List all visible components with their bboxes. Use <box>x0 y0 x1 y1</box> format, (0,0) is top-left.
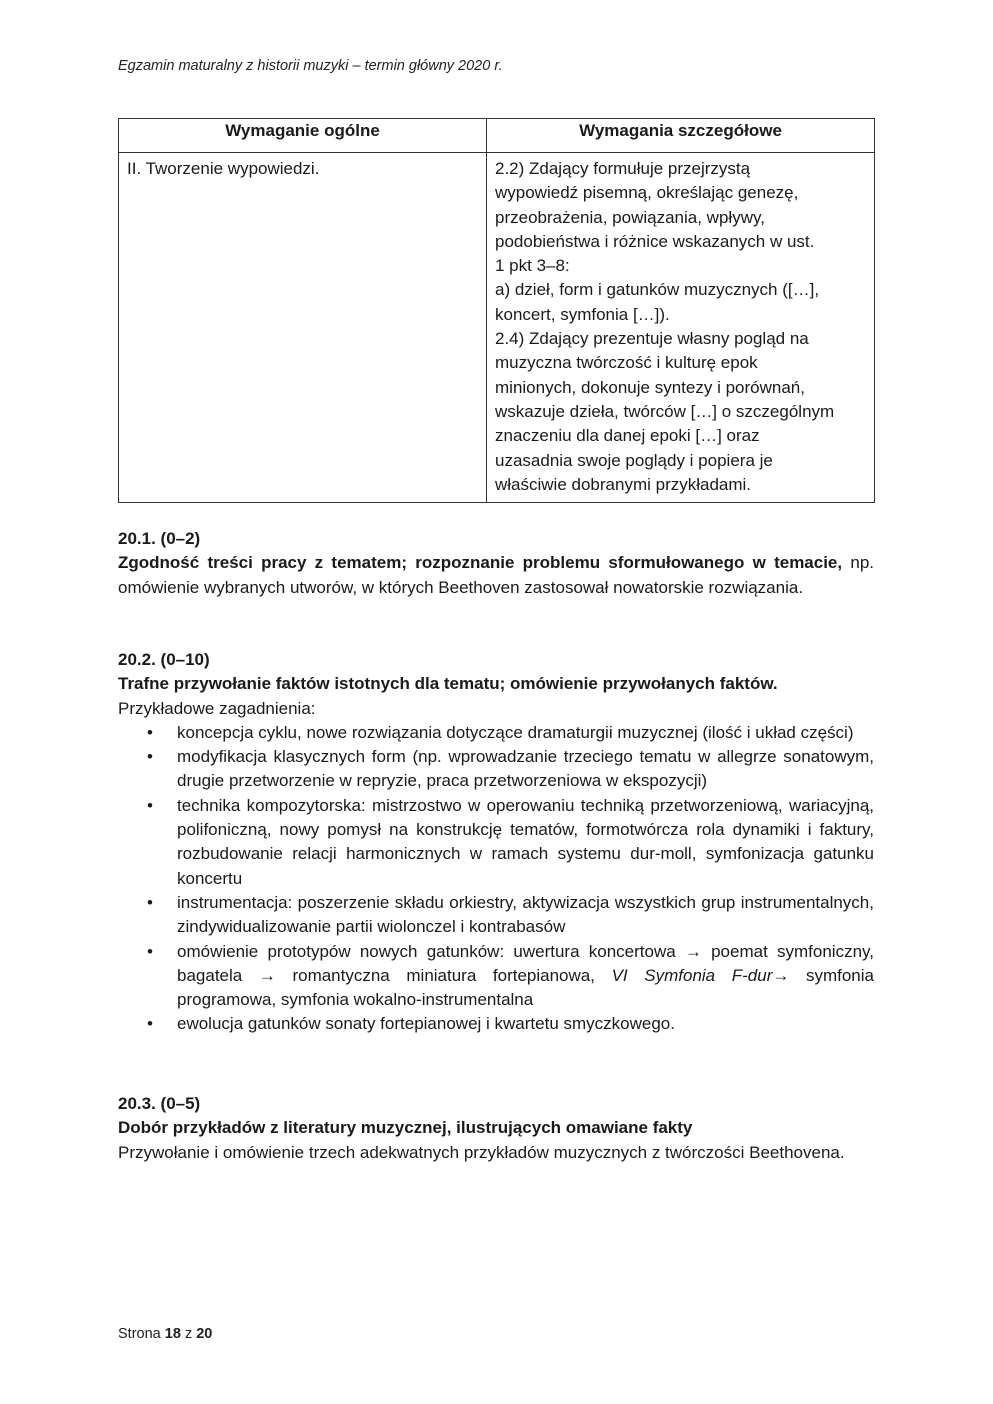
spec-line: wypowiedź pisemną, określając genezę, <box>495 183 799 203</box>
section-title: 20.1. (0–2) <box>118 529 201 548</box>
page-header: Egzamin maturalny z historii muzyki – termin główny 2020 r. <box>118 58 503 74</box>
list-item: • technika kompozytorska: mistrzostwo w operowaniu techniką przetworzeniową, wariacyjną, polifoniczną, nowy pomysł na konstrukcję tematów, formotwórcza rola dynamiki i faktury, rozbudowanie relacji harmonicznych w ramach systemu dur-moll, symfonizacja gatunku koncertu <box>118 794 874 891</box>
spec-line: podobieństwa i różnice wskazanych w ust. <box>495 231 815 251</box>
general-requirement-cell: II. Tworzenie wypowiedzi. <box>119 153 487 503</box>
section-20-2 <box>118 648 874 1037</box>
spec-line: 2.4) Zdający prezentuje własny pogląd na <box>495 329 809 349</box>
spec-line: muzyczna twórczość i kulturę epok <box>495 353 758 373</box>
col-header-general: Wymaganie ogólne <box>119 119 487 153</box>
spec-line: minionych, dokonuje syntezy i porównań, <box>495 377 805 397</box>
footer-separator: z <box>184 1326 193 1342</box>
section-subtitle: Dobór przykładów z literatury muzycznej, ilustrujących omawiane fakty <box>118 1118 693 1138</box>
section-intro: Przykładowe zagadnienia: <box>118 698 316 718</box>
spec-line: a) dzieł, form i gatunków muzycznych ([…], <box>495 280 820 300</box>
list-item: • modyfikacja klasycznych form (np. wprowadzanie trzeciego tematu w allegrze sonatowym, drugie przetworzenie w repryzie, praca przetworzeniowa w ekspozycji) <box>118 745 874 794</box>
spec-line: 1 pkt 3–8: <box>495 256 570 276</box>
spec-line: 2.2) Zdający formułuje przejrzystą <box>495 159 751 178</box>
item-text: omówienie prototypów nowych gatunków: uwertura koncertowa → poemat symfoniczny, bagatela → romantyczna miniatura fortepianowa, <box>177 941 874 985</box>
section-subtitle: Trafne przywołanie faktów istotnych dla tematu; omówienie przywołanych faktów. <box>118 674 778 694</box>
item-italic-text: VI Symfonia F-dur→ <box>611 965 790 985</box>
list-item: • instrumentacja: poszerzenie składu orkiestry, aktywizacja wszystkich grup instrumentalnych, zindywidualizowanie partii wiolonczel i kontrabasów <box>118 891 874 940</box>
spec-line: wskazuje dzieła, twórców […] o szczególnym <box>495 401 835 421</box>
page-footer <box>118 1326 212 1342</box>
table-header-row <box>119 119 875 153</box>
list-item: • koncepcja cyklu, nowe rozwiązania dotyczące dramaturgii muzycznej (ilość i układ części) <box>118 721 874 745</box>
section-20-1 <box>118 527 874 600</box>
specific-requirements-cell <box>487 153 875 503</box>
section-title: 20.3. (0–5) <box>118 1094 201 1113</box>
issues-list <box>118 721 874 1037</box>
page-total: 20 <box>196 1326 213 1342</box>
list-item <box>118 940 874 1013</box>
requirements-table <box>118 118 875 503</box>
list-item: • ewolucja gatunków sonaty fortepianowej i kwartetu smyczkowego. <box>118 1012 874 1036</box>
col-header-specific: Wymagania szczegółowe <box>487 119 875 153</box>
footer-label: Strona <box>118 1326 161 1342</box>
spec-line: znaczeniu dla danej epoki […] oraz <box>495 426 760 446</box>
spec-line: uzasadnia swoje poglądy i popiera je <box>495 450 773 470</box>
section-title: 20.2. (0–10) <box>118 650 210 669</box>
section-body: Przywołanie i omówienie trzech adekwatnych przykładów muzycznych z twórczości Beethovena. <box>118 1142 845 1162</box>
section-20-3 <box>118 1092 874 1165</box>
criterion-bold-text: Zgodność treści pracy z tematem; rozpoznanie problemu sformułowanego w temacie, <box>118 553 843 573</box>
item-text: symfonia programowa, symfonia wokalno-instrumentalna <box>177 965 874 1010</box>
table-row <box>119 153 875 503</box>
spec-line: koncert, symfonia […]). <box>495 304 670 324</box>
spec-line: właściwie dobranymi przykładami. <box>495 474 752 494</box>
spec-line: przeobrażenia, powiązania, wpływy, <box>495 207 765 227</box>
criterion-text: np. omówienie wybranych utworów, w których Beethoven zastosował nowatorskie rozwiązania. <box>118 553 875 597</box>
page-number: 18 <box>164 1326 181 1342</box>
section-body <box>118 551 874 600</box>
